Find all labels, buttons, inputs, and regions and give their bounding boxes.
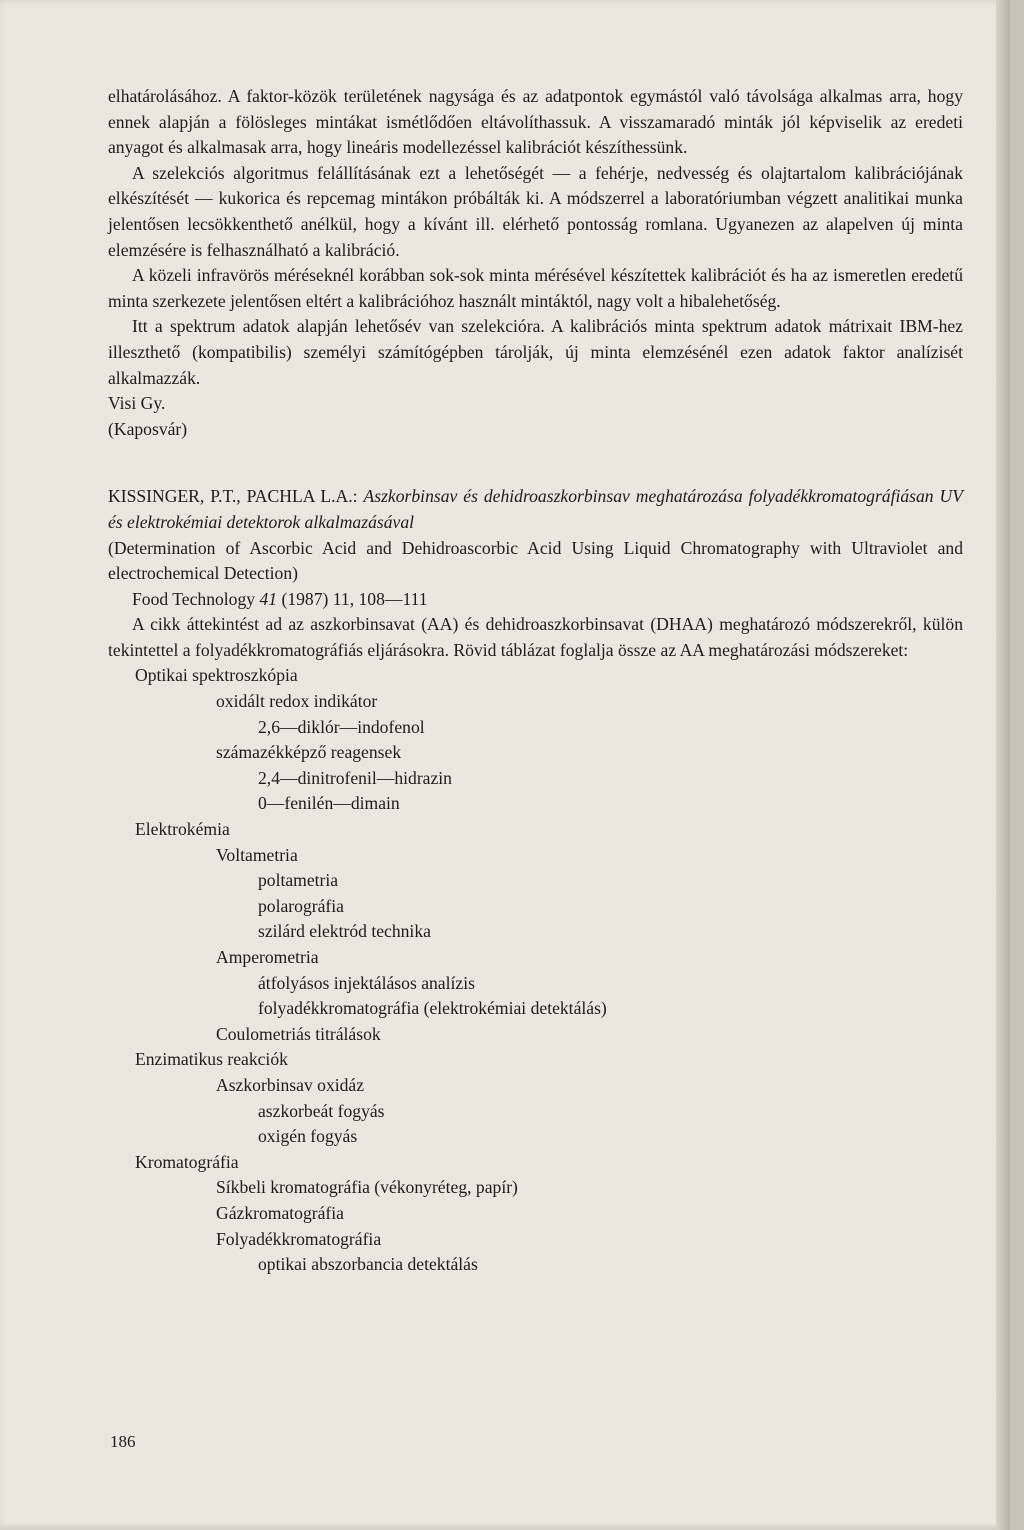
- method-item-level-1: Amperometria: [216, 947, 319, 967]
- method-item-level-0: Kromatográfia: [135, 1151, 239, 1172]
- method-item-level-0: Enzimatikus reakciók: [135, 1049, 288, 1070]
- method-item-level-1: Voltametria: [216, 844, 298, 865]
- page-edge: [996, 0, 1010, 1530]
- method-item-level-2: 0—fenilén—dimain: [258, 793, 400, 814]
- journal-issue-pages: (1987) 11, 108—111: [277, 588, 428, 609]
- journal-name: Food Technology: [132, 588, 260, 609]
- method-item-level-1: számazékképző reagensek: [216, 742, 402, 763]
- method-item-level-2: poltametria: [258, 870, 339, 891]
- method-item-level-0: Elektrokémia: [135, 819, 230, 840]
- method-item-level-2: átfolyásos injektálásos analízis: [258, 972, 475, 993]
- page-body: [108, 84, 963, 1278]
- method-item-level-2: 2,6—diklór—indofenol: [258, 716, 425, 737]
- reference-intro: A cikk áttekintést ad az aszkorbinsavat (AA) és dehidroaszkorbinsavat (DHAA) meghatározó módszerekről, külön tekintettel a folyadékkromatográfiás eljárásokra. Rövid táblázat foglalja össze az AA meghatározási módszereket:: [108, 614, 963, 660]
- paragraph-1: elhatárolásához. A faktor-közök területének nagysága és az adatpontok egymástól való távolsága alkalmas arra, hogy ennek alapján a fölösleges mintákat ismétlődően eltávolíthassuk. A visszamaradó minták jól képviselik az eredeti anyagot és alkalmasak arra, hogy lineáris modellezéssel kalibrációt készíthessünk.: [108, 86, 963, 158]
- method-item-level-1: Síkbeli kromatográfia (vékonyréteg, papír): [216, 1177, 518, 1198]
- method-item-level-1: oxidált redox indikátor: [216, 691, 378, 712]
- method-item-level-1: Aszkorbinsav oxidáz: [216, 1074, 365, 1095]
- method-item-level-2: 2,4—dinitrofenil—hidrazin: [258, 767, 452, 788]
- paragraph-3: A közeli infravörös méréseknél korábban sok-sok minta mérésével készítettek kalibrációt és ha az ismeretlen eredetű minta szerkezete jelentősen eltért a kalibrációhoz használt mintáktól, nagy volt a hibalehetőség.: [108, 265, 963, 311]
- signature-place: (Kaposvár): [108, 418, 188, 439]
- reference-citation: [108, 484, 963, 535]
- method-item-level-2: optikai abszorbancia detektálás: [258, 1254, 478, 1275]
- method-item-level-1: Coulometriás titrálások: [216, 1023, 381, 1044]
- methods-outline: [108, 663, 963, 1277]
- reference-journal: [108, 587, 963, 613]
- signature-name: Visi Gy.: [108, 393, 166, 414]
- section-gap: [108, 442, 963, 484]
- method-item-level-1: Gázkromatográfia: [216, 1202, 344, 1223]
- reference-title-english: (Determination of Ascorbic Acid and Dehidroascorbic Acid Using Liquid Chromatography with Ultraviolet and electrochemical Detection): [108, 537, 963, 584]
- method-item-level-2: aszkorbeát fogyás: [258, 1100, 385, 1121]
- page-number: 186: [110, 1432, 136, 1451]
- reference-title-hungarian: Aszkorbinsav és dehidroaszkorbinsav meghatározása folyadékkromatográfiásan UV és elektrokémiai detektorok alkalmazásával: [108, 486, 963, 532]
- method-item-level-0: Optikai spektroszkópia: [135, 665, 298, 686]
- method-item-level-2: polarográfia: [258, 895, 344, 916]
- journal-volume: 41: [259, 588, 278, 609]
- paragraph-2: A szelekciós algoritmus felállításának ezt a lehetőségét — a fehérje, nedvesség és olajtartalom kalibrációjának elkészítését — kukorica és repcemag mintákon próbálták ki. A módszerrel a laboratóriumban végzett analitikai munka jelentősen lecsökkenthető anélkül, hogy a kívánt ill. elérhető pontosság romlana. Ugyanezen az alapelven új minta elemzésére is felhasználható a kalibráció.: [108, 162, 963, 260]
- method-item-level-2: folyadékkromatográfia (elektrokémiai detektálás): [258, 998, 607, 1019]
- method-item-level-2: oxigén fogyás: [258, 1126, 358, 1147]
- reference-authors: KISSINGER, P.T., PACHLA L.A.:: [108, 486, 358, 507]
- method-item-level-2: szilárd elektród technika: [258, 921, 431, 942]
- method-item-level-1: Folyadékkromatográfia: [216, 1228, 382, 1249]
- paragraph-4: Itt a spektrum adatok alapján lehetősév van szelekcióra. A kalibrációs minta spektrum adatok mátrixait IBM-hez illeszthető (kompatibilis) személyi számítógépben tárolják, új minta elemzésénél ezen adatok faktor analízisét alkalmazzák.: [108, 316, 963, 388]
